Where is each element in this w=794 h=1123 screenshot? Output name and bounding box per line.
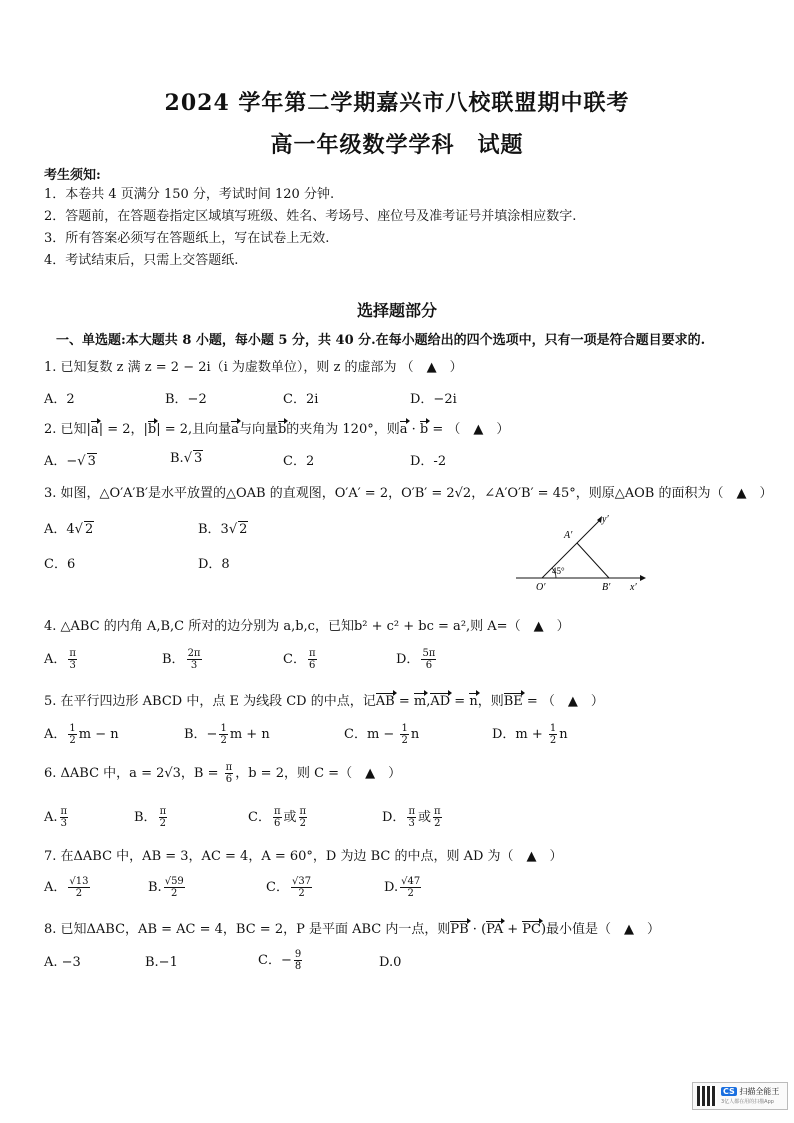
q1-option-c: C．2i: [283, 392, 319, 407]
notice-heading: 考生须知:: [44, 168, 101, 183]
question-2-stem: 2. 已知|a| = 2，|b| = 2,且向量a与向量b的夹角为 120°，则a · b = （ ▲ ）: [44, 422, 510, 437]
q2-option-b: B.√ 3: [170, 451, 203, 466]
question-7-stem: 7. 在ΔABC 中，AB = 3，AC = 4，A = 60°，D 为边 BC 的中点，则 AD 为（ ▲ ）: [44, 849, 563, 864]
q5-option-a: A． $\frac{1}{2}$ m − n: [44, 723, 119, 746]
vector-a: a: [399, 422, 408, 437]
label-x-prime: x′: [630, 582, 637, 593]
notice-item: 3．所有答案必须写在答题纸上，写在试卷上无效.: [44, 231, 330, 246]
exam-subtitle: 高一年级数学学科 试题: [270, 132, 524, 158]
q8-option-d: D.0: [379, 955, 402, 970]
q4-option-d: D． $\frac{5\pi}{6}$: [396, 648, 436, 671]
q2-option-c: C．2: [283, 454, 315, 469]
q4-option-a: A． $\frac{\pi}{3}$: [44, 648, 76, 671]
q8-option-a: A. −3: [44, 955, 81, 970]
exam-title: 2024 学年第二学期嘉兴市八校联盟期中联考: [164, 90, 630, 116]
oblique-triangle-diagram: [512, 510, 650, 594]
label-b-prime: B′: [602, 582, 611, 593]
label-angle: 45°: [552, 566, 565, 576]
q6-option-d: D． $\frac{\pi}{3}$ 或 $\frac{\pi}{2}$: [382, 806, 441, 829]
notice-item: 4．考试结束后，只需上交答题纸.: [44, 253, 239, 268]
q3-option-b: B．3√ 2: [198, 522, 248, 537]
vector-a: a: [231, 422, 239, 437]
x-axis-arrow: [640, 575, 646, 581]
vector-b: b: [147, 422, 157, 437]
question-5-stem: 5. 在平行四边形 ABCD 中，点 E 为线段 CD 的中点，记AB = m,AD = n，则BE = （ ▲ ）: [44, 694, 604, 709]
q3-option-d: D．8: [198, 557, 230, 572]
q4-option-b: B． $\frac{2\pi}{3}$: [162, 648, 201, 671]
q6-option-a: A. $\frac{\pi}{3}$: [44, 806, 68, 829]
q2-option-d: D．-2: [410, 454, 447, 469]
q3-option-c: C．6: [44, 557, 76, 572]
vector-a: a: [90, 422, 99, 437]
cs-logo-icon: CS: [723, 1087, 735, 1096]
vector-b: b: [277, 422, 287, 437]
q5-option-d: D．m + $\frac{1}{2}$ n: [492, 723, 568, 746]
q1-option-a: A．2: [44, 392, 75, 407]
label-a-prime: A′: [564, 530, 573, 541]
notice-item: 1．本卷共 4 页满分 150 分，考试时间 120 分钟.: [44, 187, 335, 202]
label-y-prime: y′: [602, 514, 609, 525]
scanner-tagline: 3亿人都在用的扫描App: [721, 1099, 774, 1105]
scanner-app-name: 扫描全能王: [739, 1087, 780, 1096]
label-o-prime: O′: [536, 582, 546, 593]
q3-option-a: A．4√ 2: [44, 522, 94, 537]
q1-option-d: D．−2i: [410, 392, 457, 407]
notice-item: 2．答题前，在答题卷指定区域填写班级、姓名、考场号、座位号及准考证号并填涂相应数字.: [44, 209, 577, 224]
q5-option-b: B．− $\frac{1}{2}$ m + n: [184, 723, 270, 746]
question-4-stem: 4. △ABC 的内角 A,B,C 所对的边分别为 a,b,c，已知b² + c² + bc = a²,则 A=（ ▲ ）: [44, 619, 570, 634]
scanner-watermark: [692, 1082, 788, 1110]
q7-option-b: B. $\frac{√59}{2}$: [148, 876, 184, 899]
q5-option-c: C．m − $\frac{1}{2}$ n: [344, 723, 420, 746]
q8-option-c: C．− $\frac{9}{8}$: [258, 949, 302, 972]
q4-option-c: C． $\frac{\pi}{6}$: [283, 648, 316, 671]
q7-option-d: D. $\frac{√47}{2}$: [384, 876, 421, 899]
question-6-stem: 6. ΔABC 中，a = 2√3，B = $\frac{\pi}{6}$ ，b = 2，则 C =（ ▲ ）: [44, 762, 402, 785]
vector-b: b: [419, 422, 429, 437]
q7-option-c: C． $\frac{√37}{2}$: [266, 876, 312, 899]
q6-option-b: B． $\frac{\pi}{2}$: [134, 806, 167, 829]
section-instructions: 一、单选题:本大题共 8 小题，每小题 5 分，共 40 分.在每小题给出的四个选项中，只有一项是符合题目要求的.: [56, 333, 706, 348]
question-8-stem: 8. 已知ΔABC，AB = AC = 4，BC = 2，P 是平面 ABC 内一点，则PB · (PA + PC)最小值是（ ▲ ）: [44, 922, 661, 937]
q8-option-b: B.−1: [145, 955, 178, 970]
question-1-stem: 1. 已知复数 z 满 z = 2 − 2i（i 为虚数单位），则 z 的虚部为 （ ▲ ）: [44, 360, 463, 375]
q7-option-a: A． $\frac{√13}{2}$: [44, 876, 89, 899]
qr-code-icon: [697, 1086, 717, 1106]
segment-a-b: [577, 543, 609, 578]
y-axis-line: [542, 520, 600, 578]
q1-option-b: B．−2: [165, 392, 207, 407]
section-title: 选择题部分: [356, 301, 437, 320]
q6-option-c: C． $\frac{\pi}{6}$ 或 $\frac{\pi}{2}$: [248, 806, 307, 829]
question-3-stem: 3. 如图，△O′A′B′是水平放置的△OAB 的直观图，O′A′ = 2，O′B′ = 2√2，∠A′O′B′ = 45°，则原△AOB 的面积为（ ▲ ）: [44, 486, 773, 501]
q2-option-a: A．−√ 3: [44, 454, 96, 469]
notice-list: [44, 184, 576, 272]
